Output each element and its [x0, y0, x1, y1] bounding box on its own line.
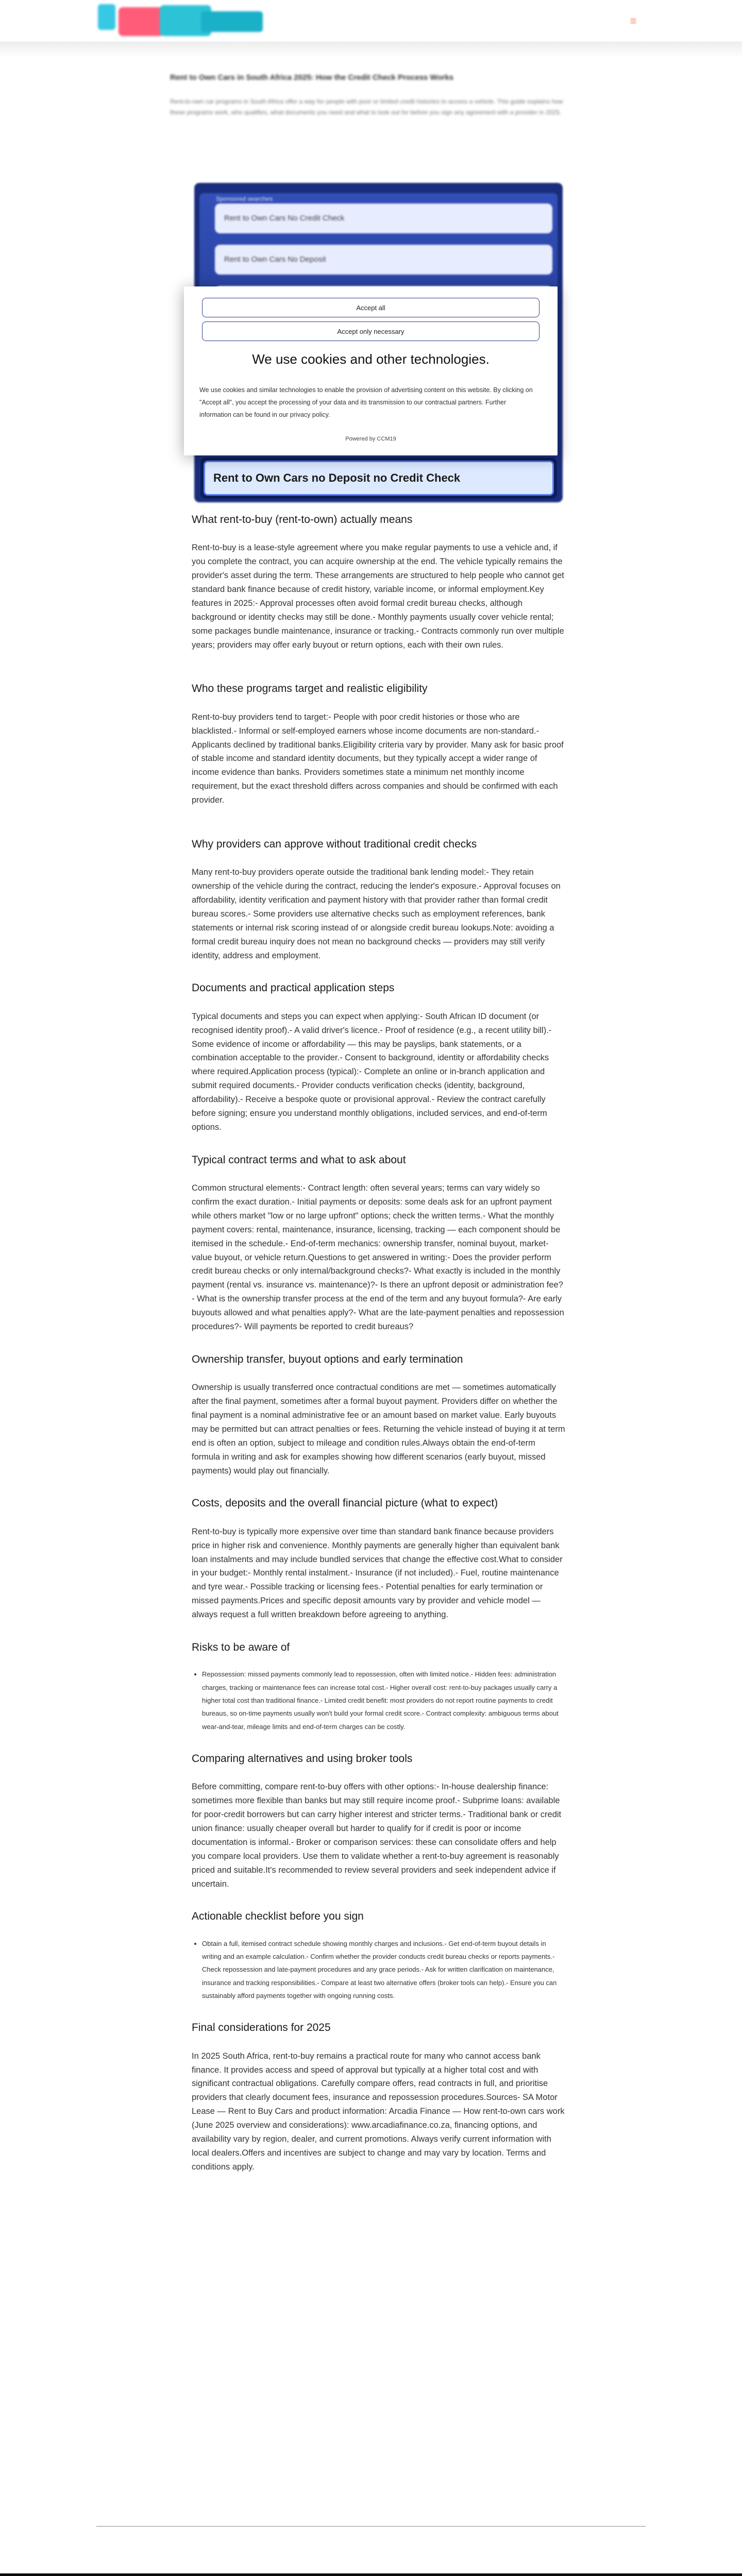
ad-search-item[interactable]: Rent to Own Cars No Credit Check	[215, 204, 552, 233]
section-heading: Final considerations for 2025	[192, 2022, 331, 2034]
logo-mark	[119, 7, 164, 36]
section-paragraph: In 2025 South Africa, rent-to-buy remains a practical route for many who cannot access bank finance. It provides access and speed of approval but typically at a higher total cost and with significant contractual obligations. Carefully compare offers, read contracts in full, and prioritise providers that clearly document fees, insurance and repossession procedures.Sources- SA Motor Lease — Rent to Buy Cars and product information: Arcadia Finance — How rent-to-own cars work (June 2025 overview and considerations): www.arcadiafinance.co.za, financing options, and availability vary by region, dealer, and current promotions. Always verify current information with local dealers.Offers and incentives are subject to change and may vary by location. Terms and conditions apply.	[192, 2051, 565, 2172]
section-paragraph: Typical documents and steps you can expect when applying:- South African ID document (or recognised identity proof).- A valid driver's licence.- Proof of residence (e.g., a recent utility bill).- Some evidence of income or affordability — this may be payslips, bank statements, or a combination acceptable to the provider.- Consent to background, identity or affordability checks where required.Application process (typical):- Complete an online or in-branch application and submit required documents.- Provider conducts verification checks (identity, background, affordability).- Receive a bespoke quote or provisional approval.- Review the contract carefully before signing; ensure you understand monthly obligations, included services, and end-of-term options.	[192, 1011, 552, 1132]
ad-search-link[interactable]	[200, 457, 557, 499]
risks-list	[202, 1668, 565, 1733]
cookie-title: We use cookies and other technologies.	[252, 351, 490, 367]
ad-label: Sponsored searches	[216, 195, 273, 202]
cookie-consent-dialog	[184, 286, 558, 455]
site-footer	[0, 2573, 742, 2576]
accept-all-button[interactable]: Accept all	[202, 298, 539, 317]
section-heading: Comparing alternatives and using broker tools	[192, 1752, 413, 1765]
list-item: • Obtain a full, itemised contract schedule showing monthly charges and inclusions.- Get end-of-term buyout details in writing and an example calculation.- Confirm whether the provider conducts credit bureau checks or reports payments.- Check repossession and late-payment procedures and any grace periods.- Ask for written clarification on maintenance, insurance and tracking responsibilities.- Compare at least two alternative offers (broker tools can help).- Ensure you can sustainably afford payments together with ongoing running costs.	[202, 1937, 565, 2003]
logo-mark	[201, 11, 263, 32]
article-intro: Rent-to-own car programs in South Africa offer a way for people with poor or limited credit histories to access a vehicle. This guide explains how these programs work, who qualifies, what documents you need and what to look out for before you sign any agreement with a provider in 2025.	[170, 97, 563, 116]
article-hero	[170, 72, 572, 118]
section-paragraph: Many rent-to-buy providers operate outside the traditional bank lending model:- They retain ownership of the vehicle during the contract, reducing the lender's exposure.- Approval focuses on affordability, identity verification and payment history with that provider rather than formal credit bureau scores.- Some providers use alternative checks such as employment references, bank statements or internal risk scoring instead of or alongside credit bureau lookups.Note: avoiding a formal credit bureau inquiry does not mean no background checks — providers may still verify identity, address and employment.	[192, 868, 561, 960]
article-body	[192, 513, 565, 2174]
cookie-powered-by: Powered by CCM19	[345, 436, 396, 442]
section-heading: Risks to be aware of	[192, 1641, 290, 1653]
ad-search-link-box	[204, 461, 554, 496]
header-shadow	[0, 42, 742, 58]
section-paragraph: Rent-to-buy is typically more expensive over time than standard bank finance because providers price in higher risk and convenience. Monthly payments are generally higher than equivalent bank loan instalments and may include bundled services that change the effective cost.What to consider in your budget:- Monthly rental instalment.- Insurance (if not included).- Fuel, routine maintenance and tyre wear.- Possible tracking or licensing fees.- Potential penalties for early termination or missed payments.Prices and specific deposit amounts vary by provider and vehicle model — always request a full written breakdown before agreeing to anything.	[192, 1527, 563, 1620]
section-paragraph: Ownership is usually transferred once contractual conditions are met — sometimes automatically after the final payment, sometimes after a formal buyout payment. Providers differ on whether the final payment is a nominal administrative fee or an amount based on market value. Early buyouts may be permitted but can attract penalties or fees. Returning the vehicle instead of buying it at term end is often an option, subject to mileage and condition rules.Always obtain the end-of-term formula in writing and ask for examples showing how different scenarios (early buyout, missed payments) would play out financially.	[192, 1383, 565, 1476]
site-header	[0, 0, 742, 42]
section-heading: Typical contract terms and what to ask about	[192, 1154, 406, 1166]
menu-icon[interactable]: ≡	[630, 14, 637, 27]
accept-necessary-button[interactable]: Accept only necessary	[202, 321, 539, 341]
section-paragraph: Rent-to-buy providers tend to target:- People with poor credit histories or those who are blacklisted.- Informal or self-employed earners whose income documents are non-standard.- Applicants declined by traditional banks.Eligibility criteria vary by provider. Many ask for basic proof of stable income and standard identity documents, but they typically accept a wider range of income evidence than banks. Providers sometimes state a minimum net monthly income requirement, but the exact threshold differs across companies and should be confirmed with each provider.	[192, 712, 564, 805]
section-heading: Who these programs target and realistic eligibility	[192, 683, 428, 695]
section-heading: Why providers can approve without traditional credit checks	[192, 838, 477, 850]
section-heading: Ownership transfer, buyout options and early termination	[192, 1353, 463, 1365]
checklist-list	[202, 1937, 565, 2003]
cookie-text: We use cookies and similar technologies to enable the provision of advertising content on this website. By clicking on "Accept all", you accept the processing of your data and its transmission to our contractual partners. Further information can be found in our privacy policy.	[199, 386, 533, 418]
ad-search-link-label: Rent to Own Cars no Deposit no Credit Check	[213, 471, 461, 484]
site-logo[interactable]	[98, 4, 273, 38]
section-paragraph: Common structural elements:- Contract length: often several years; terms can vary widely so confirm the exact duration.- Initial payments or deposits: some deals ask for an upfront payment while others market "low or no large upfront" options; check the written terms.- What the monthly payment covers: rental, maintenance, insurance, licensing, tracking — each component should be itemised in the schedule.- End-of-term mechanics: ownership transfer, nominal buyout, market-value buyout, or vehicle return.Questions to get answered in writing:- Does the provider perform credit bureau checks or only internal/background checks?- What exactly is included in the monthly payment (rental vs. insurance vs. maintenance)?- Is there an upfront deposit or administration fee?- What is the ownership transfer process at the end of the term and any buyout formula?- Are early buyouts allowed and what penalties apply?- What are the late-payment penalties and repossession procedures?- Will payments be reported to credit bureaus?	[192, 1183, 564, 1331]
section-heading: Costs, deposits and the overall financial picture (what to expect)	[192, 1497, 498, 1510]
section-paragraph: Before committing, compare rent-to-buy offers with other options:- In-house dealership finance: sometimes more flexible than banks but may still require income proof.- Subprime loans: available for poor-credit borrowers but can carry higher interest and stricter terms.- Traditional bank or credit union finance: usually cheaper overall but harder to qualify for if credit is poor or income documentation is informal.- Broker or comparison services: these can consolidate offers and help you compare local providers. Use them to validate whether a rent-to-buy agreement is reasonably priced and suitable.It's recommended to review several providers and seek independent advice if uncertain.	[192, 1782, 562, 1889]
section-heading: What rent-to-buy (rent-to-own) actually means	[192, 514, 413, 526]
list-item: • Repossession: missed payments commonly lead to repossession, often with limited notice.- Hidden fees: administration charges, tracking or maintenance fees can increase total cost.- Higher overall cost: rent-to-buy packages usually carry a higher total cost than traditional finance.- Limited credit benefit: most providers do not report routine payments to credit bureaus, so on-time payments usually won't build your formal credit score.- Contract complexity: ambiguous terms about wear-and-tear, mileage limits and end-of-term charges can be costly.	[202, 1668, 565, 1733]
logo-mark	[98, 4, 115, 30]
section-heading: Documents and practical application steps	[192, 982, 395, 994]
content-divider	[96, 2526, 646, 2527]
ad-search-item[interactable]: Rent to Own Cars No Deposit	[215, 245, 552, 275]
article-title: Rent to Own Cars in South Africa 2025: How the Credit Check Process Works	[170, 73, 454, 82]
section-heading: Actionable checklist before you sign	[192, 1910, 364, 1923]
section-paragraph: Rent-to-buy is a lease-style agreement where you make regular payments to use a vehicle and, if you complete the contract, you can acquire ownership at the end. The vehicle typically remains the provider's asset during the term. These arrangements are structured to help people who cannot get standard bank finance because of credit history, variable income, or informal employment.Key features in 2025:- Approval processes often avoid formal credit bureau checks, although background or identity checks may still be done.- Monthly payments usually cover vehicle rental; some packages bundle maintenance, insurance or tracking.- Contracts commonly run over multiple years; providers may offer early buyout or return options, each with their own rules.	[192, 543, 564, 650]
